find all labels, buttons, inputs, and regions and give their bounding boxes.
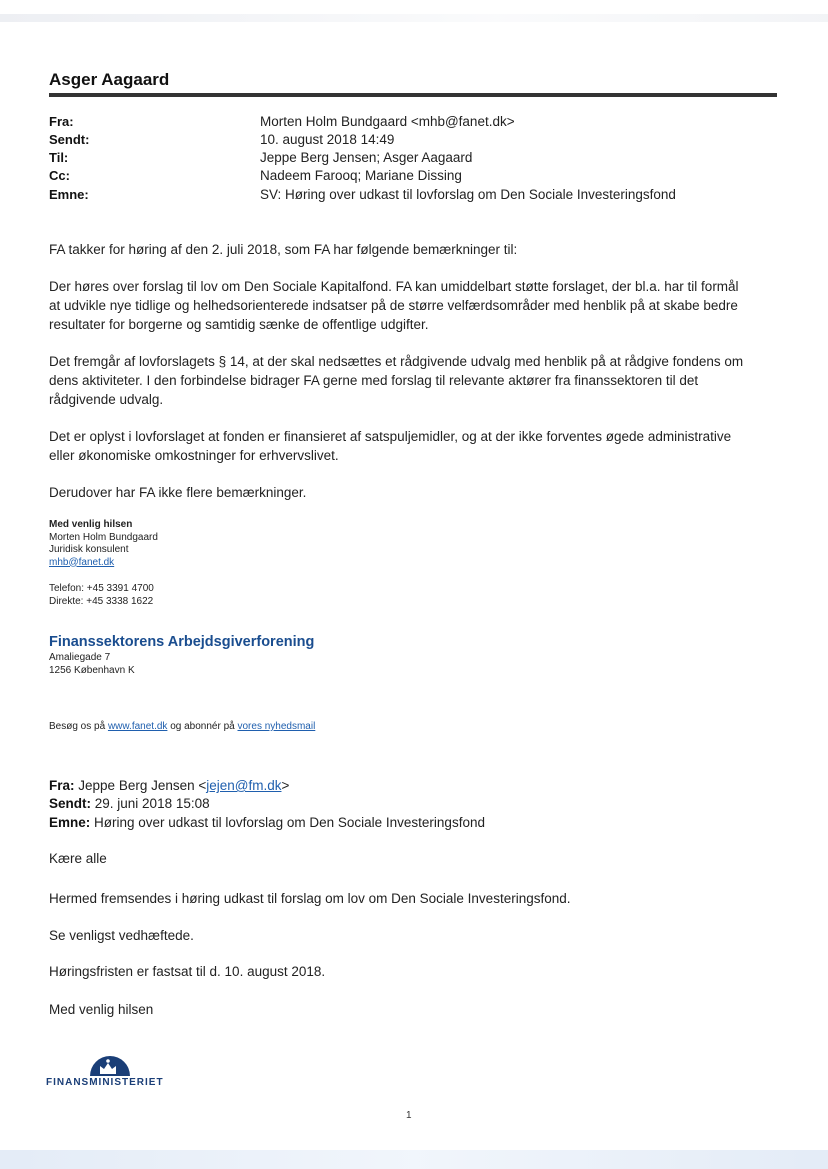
from-label: Fra: [49, 114, 74, 129]
scan-artifact-bottom [0, 1150, 828, 1169]
finansministeriet-crown-icon [44, 1054, 172, 1094]
body-line: rådgivende udvalg. [49, 392, 164, 407]
body-line: Det er oplyst i lovforslaget at fonden er finansieret af satspuljemidler, og at der ikke forventes øgede administrative [49, 429, 732, 444]
subject-value: SV: Høring over udkast til lovforslag om Den Sociale Investeringsfond [260, 187, 676, 202]
body-line: Der høres over forslag til lov om Den Sociale Kapitalfond. FA kan umiddelbart støtte forslaget, der bl.a. har til formål [49, 279, 739, 294]
forwarded-from-suffix: > [281, 778, 290, 793]
sent-value: 10. august 2018 14:49 [260, 132, 395, 147]
forwarded-closing: Med venlig hilsen [49, 1002, 154, 1017]
body-paragraph-3 [49, 352, 779, 409]
visit-middle: og abonnér på [170, 721, 235, 732]
to-label: Til: [49, 150, 69, 165]
signature-greeting: Med venlig hilsen [49, 519, 133, 530]
body-line: at udvikle nye tidlige og helhedsorienterede indsatser på de større velfærdsområder med henblik på at skabe bedre [49, 298, 738, 313]
body-paragraph-4 [49, 427, 779, 465]
forwarded-line-3: Høringsfristen er fastsat til d. 10. august 2018. [49, 964, 326, 979]
forwarded-from-name: Jeppe Berg Jensen < [78, 778, 207, 793]
visit-prefix: Besøg os på [49, 721, 106, 732]
body-line: eller økonomiske omkostninger for erhvervslivet. [49, 448, 339, 463]
body-paragraph-1 [49, 240, 779, 259]
mailbox-owner-name: Asger Aagaard [49, 70, 170, 89]
signature-direct-phone: Direkte: +45 3338 1622 [49, 595, 154, 607]
forwarded-from-label: Fra: [49, 778, 75, 793]
forwarded-sent-label: Sendt: [49, 796, 91, 811]
from-value: Morten Holm Bundgaard <mhb@fanet.dk> [260, 114, 515, 129]
forwarded-line-1: Hermed fremsendes i høring udkast til forslag om lov om Den Sociale Investeringsfond. [49, 891, 571, 906]
body-paragraph-2 [49, 277, 779, 334]
forwarded-subject-label: Emne: [49, 815, 91, 830]
visit-line [49, 721, 315, 732]
owner-divider [49, 93, 777, 97]
subject-label: Emne: [49, 187, 89, 202]
body-paragraph-5 [49, 483, 779, 502]
company-name: Finanssektorens Arbejdsgiverforening [49, 634, 315, 650]
ministry-logo-wordmark: FINANSMINISTERIET [46, 1077, 164, 1088]
address-city: 1256 København K [49, 664, 135, 676]
forwarded-subject-value: Høring over udkast til lovforslag om Den Sociale Investeringsfond [94, 815, 485, 830]
sent-label: Sendt: [49, 132, 90, 147]
signature-phone: Telefon: +45 3391 4700 [49, 583, 154, 594]
cc-value: Nadeem Farooq; Mariane Dissing [260, 168, 462, 183]
body-line: resultater for borgerne og samtidig sænke de offentlige udgifter. [49, 317, 429, 332]
signature-email-link[interactable]: mhb@fanet.dk [49, 556, 115, 568]
forwarded-sent-value: 29. juni 2018 15:08 [94, 796, 210, 811]
forwarded-salutation: Kære alle [49, 851, 107, 866]
signature-phones [49, 583, 154, 608]
body-line: FA takker for høring af den 2. juli 2018, som FA har følgende bemærkninger til: [49, 242, 518, 257]
to-value: Jeppe Berg Jensen; Asger Aagaard [260, 150, 473, 165]
company-address [49, 652, 135, 677]
forwarded-from [49, 778, 289, 793]
signature-block [49, 519, 158, 569]
address-street: Amaliegade 7 [49, 652, 111, 663]
body-line: Derudover har FA ikke flere bemærkninger. [49, 485, 307, 500]
forwarded-line-2: Se venligst vedhæftede. [49, 928, 194, 943]
newsletter-link[interactable]: vores nyhedsmail [237, 721, 316, 732]
forwarded-sent [49, 796, 210, 811]
website-link[interactable]: www.fanet.dk [107, 721, 168, 732]
body-line: dens aktiviteter. I den forbindelse bidrager FA gerne med forslag til relevante aktører fra finanssektoren til det [49, 373, 699, 388]
scan-artifact-top [0, 14, 828, 22]
forwarded-subject [49, 815, 485, 830]
cc-label: Cc: [49, 168, 70, 183]
body-line: Det fremgår af lovforslagets § 14, at der skal nedsættes et rådgivende udvalg med henblik på at rådgive fondens om [49, 354, 744, 369]
page-number: 1 [406, 1110, 412, 1121]
signature-title: Juridisk konsulent [49, 544, 129, 555]
forwarded-from-email-link[interactable]: jejen@fm.dk [206, 778, 282, 793]
signature-name: Morten Holm Bundgaard [49, 531, 158, 543]
